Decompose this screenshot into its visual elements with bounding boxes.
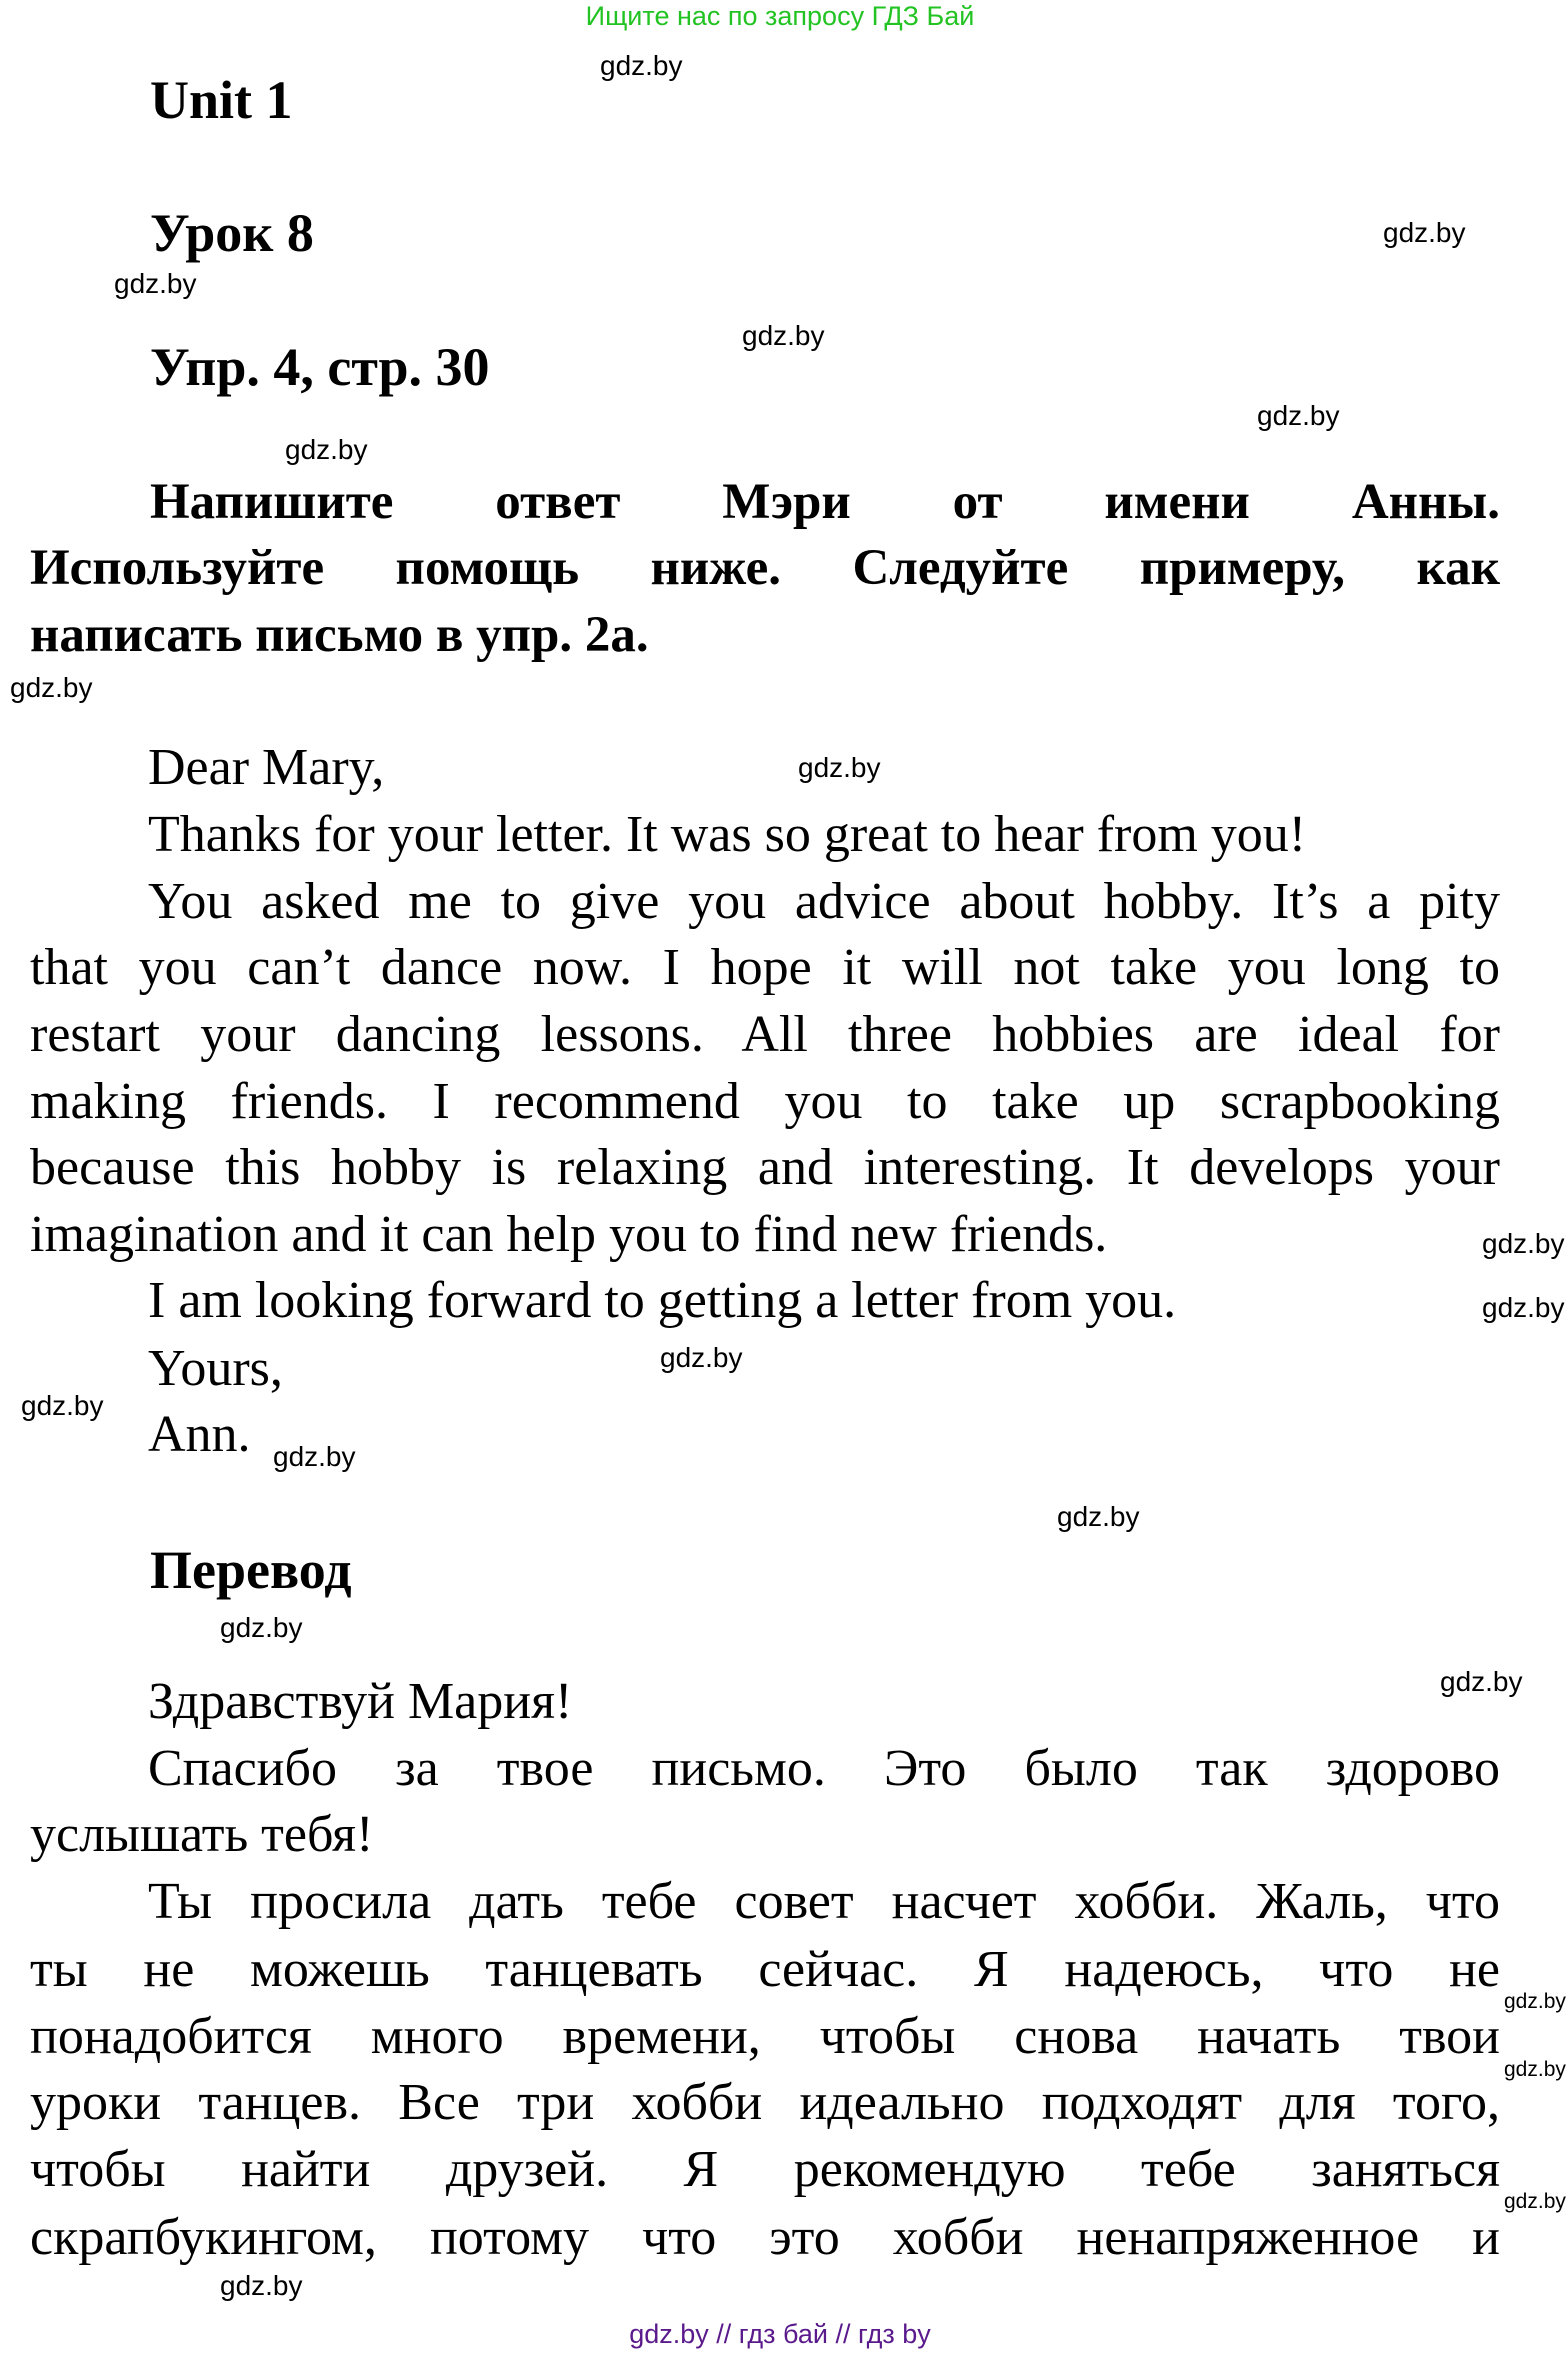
letter-line: You asked me to give you advice about hobby. It’s a pity	[148, 873, 1500, 930]
translation-line: скрапбукингом, потому что это хобби ненапряженное и	[30, 2209, 1500, 2266]
watermark: gdz.by	[1257, 400, 1340, 431]
footer-banner[interactable]: gdz.by // гдз бай // гдз by	[629, 2319, 931, 2349]
letter-line: restart your dancing lessons. All three hobbies are ideal for	[30, 1006, 1500, 1063]
letter-line: making friends. I recommend you to take up scrapbooking	[30, 1073, 1500, 1130]
watermark: gdz.by	[1504, 2058, 1566, 2081]
watermark: gdz.by	[798, 752, 881, 783]
watermark: gdz.by	[10, 672, 93, 703]
translation-line: Ты просила дать тебе совет насчет хобби. Жаль, что	[148, 1873, 1500, 1930]
translation-title: Перевод	[150, 1540, 352, 1600]
watermark: gdz.by	[220, 2270, 303, 2301]
lesson-title: Урок 8	[150, 203, 314, 263]
watermark: gdz.by	[220, 1612, 303, 1643]
translation-line: чтобы найти друзей. Я рекомендую тебе заняться	[30, 2141, 1500, 2198]
watermark: gdz.by	[1504, 1990, 1566, 2013]
watermark: gdz.by	[742, 320, 825, 351]
letter-line: Thanks for your letter. It was so great to hear from you!	[148, 806, 1307, 863]
translation-line: услышать тебя!	[30, 1806, 374, 1863]
letter-line: I am looking forward to getting a letter from you.	[148, 1272, 1177, 1329]
watermark: gdz.by	[285, 434, 368, 465]
watermark: gdz.by	[1383, 217, 1466, 248]
watermark: gdz.by	[114, 268, 197, 299]
watermark: gdz.by	[1482, 1228, 1565, 1259]
translation-line: Спасибо за твое письмо. Это было так здорово	[148, 1740, 1500, 1797]
letter-line: Dear Mary,	[148, 739, 385, 796]
letter-line: Ann.	[148, 1406, 251, 1463]
watermark: gdz.by	[1057, 1501, 1140, 1532]
watermark: gdz.by	[1440, 1666, 1523, 1697]
translation-line: ты не можешь танцевать сейчас. Я надеюсь, что не	[30, 1941, 1500, 1998]
translation-line: понадобится много времени, чтобы снова начать твои	[30, 2008, 1500, 2065]
letter-line: imagination and it can help you to find new friends.	[30, 1206, 1108, 1263]
instruction-line: Напишите ответ Мэри от имени Анны.	[150, 474, 1500, 530]
watermark: gdz.by	[1504, 2190, 1566, 2213]
translation-line: уроки танцев. Все три хобби идеально подходят для того,	[30, 2074, 1500, 2131]
translation-line: Здравствуй Мария!	[148, 1673, 573, 1730]
watermark: gdz.by	[21, 1390, 104, 1421]
instruction-line: Используйте помощь ниже. Следуйте примеру, как	[30, 540, 1500, 596]
watermark: gdz.by	[1482, 1292, 1565, 1323]
letter-line: because this hobby is relaxing and interesting. It develops your	[30, 1139, 1500, 1196]
watermark: gdz.by	[600, 50, 683, 81]
watermark: gdz.by	[660, 1342, 743, 1373]
watermark: gdz.by	[273, 1441, 356, 1472]
letter-line: Yours,	[148, 1340, 283, 1397]
instruction-line: написать письмо в упр. 2a.	[30, 607, 649, 663]
search-banner[interactable]: Ищите нас по запросу ГДЗ Бай	[585, 1, 975, 31]
unit-title: Unit 1	[150, 70, 293, 130]
exercise-title: Упр. 4, стр. 30	[150, 337, 490, 397]
letter-line: that you can’t dance now. I hope it will not take you long to	[30, 939, 1500, 996]
